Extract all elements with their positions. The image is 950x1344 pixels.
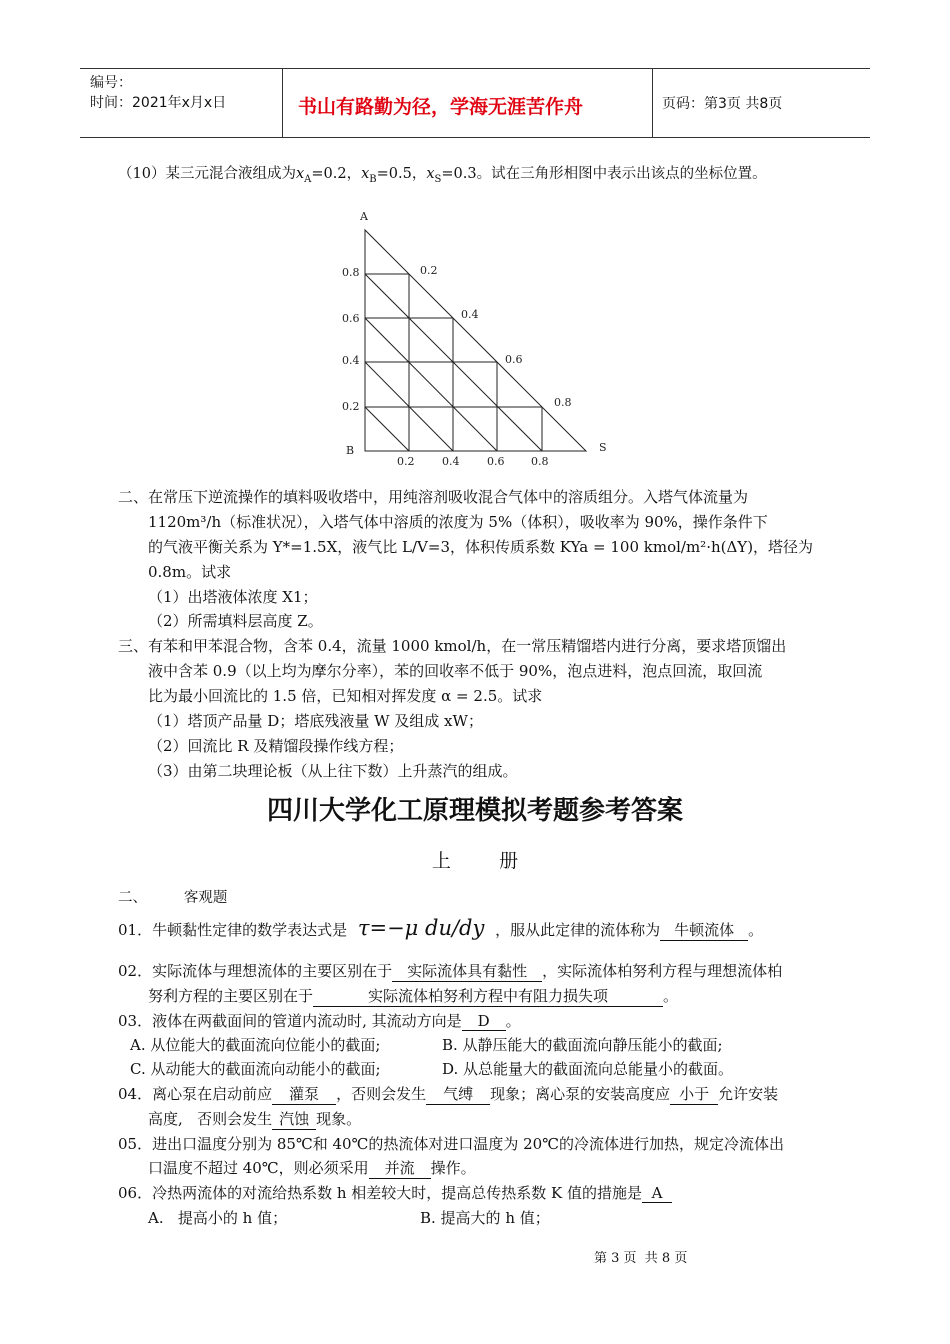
answer-blank: 实际流体具有黏性: [392, 960, 542, 982]
q06-option-b: B. 提高大的 h 值；: [420, 1209, 550, 1227]
answer-q02: 02．实际流体与理想流体的主要区别在于 实际流体具有黏性 ，实际流体柏努利方程与理想流体柏: [118, 962, 783, 980]
q03-option-d: D. 从总能量大的截面流向总能量小的截面。: [442, 1060, 734, 1078]
triangle-outline: [365, 230, 586, 451]
vertex-b-label: B: [346, 444, 355, 457]
problem2-number: 二、: [118, 488, 149, 506]
q06-option-a: A. 提高小的 h 值；: [148, 1209, 288, 1227]
problem2-line: 1120m³/h（标准状况），入塔气体中溶质的浓度为 5%（体积），吸收率为 90%，操作条件下: [148, 513, 768, 531]
section-heading: 二、 客观题: [118, 890, 228, 906]
problem3-subquestion: （3）由第二块理论板（从上往下数）上升蒸汽的组成。: [148, 762, 518, 780]
answer-blank: 小于: [670, 1083, 718, 1105]
answer-q02-cont: 努利方程的主要区别在于 实际流体柏努利方程中有阻力损失项 。: [148, 987, 679, 1005]
serial-label: 编号：: [90, 75, 132, 91]
problem2-line: 在常压下逆流操作的填料吸收塔中，用纯溶剂吸收混合气体中的溶质组分。入塔气体流量为: [148, 488, 749, 506]
answer-blank: 气缚: [426, 1083, 490, 1105]
header-divider: [282, 69, 283, 137]
left-tick: 0.8: [342, 266, 360, 279]
answer-blank: 汽蚀: [272, 1108, 316, 1130]
header-motto: 书山有路勤为径，学海无涯苦作舟: [298, 96, 584, 118]
problem3-line: 有苯和甲苯混合物，含苯 0.4，流量 1000 kmol/h，在一常压精馏塔内进行分离，要求塔顶馏出: [148, 637, 787, 655]
answer-blank: A: [642, 1184, 672, 1203]
hyp-tick: 0.2: [420, 264, 438, 277]
answer-blank: 实际流体柏努利方程中有阻力损失项: [313, 985, 663, 1007]
page-label: 页码：第3页 共8页: [662, 96, 783, 112]
bottom-tick: 0.2: [397, 455, 415, 468]
answer-blank: D: [462, 1012, 506, 1031]
vertex-s-label: S: [599, 441, 607, 454]
problem3-line: 比为最小回流比的 1.5 倍，已知相对挥发度 α = 2.5。试求: [148, 687, 543, 705]
hyp-tick: 0.4: [461, 308, 479, 321]
newton-law-formula: τ=−μ du/dy: [357, 916, 485, 940]
problem2-line: 0.8m。试求: [148, 563, 232, 581]
answer-q05-cont: 口温度不超过 40℃，则必须采用 并流 操作。: [148, 1159, 476, 1177]
problem2-subquestion: （2）所需填料层高度 Z。: [148, 612, 323, 630]
volume-heading: 上 册: [431, 850, 519, 872]
q10-text: （10）某三元混合液组成为$x_A=0.2$，$x_B=0.5$，$x_S=0.3$。试在三角形相图中表示出该点的坐标位置。: [118, 166, 767, 185]
q03-option-c: C. 从动能大的截面流向动能小的截面;: [130, 1060, 381, 1078]
time-label: 时间：2021年x月x日: [90, 95, 227, 111]
answer-q03: 03．液体在两截面间的管道内流动时, 其流动方向是 D 。: [118, 1012, 521, 1030]
problem3-subquestion: （1）塔顶产品量 D；塔底残液量 W 及组成 xW；: [148, 712, 483, 730]
answer-q01: 01．牛顿黏性定律的数学表达式是 τ=−μ du/dy ，服从此定律的流体称为 牛顿流体 。: [118, 916, 764, 940]
vertex-a-label: A: [360, 210, 368, 223]
bottom-tick: 0.8: [531, 455, 549, 468]
problem2-line: 的气液平衡关系为 Y*=1.5X，液气比 L/V=3，体积传质系数 KYa = 100 kmol/m²·h(ΔY)，塔径为: [148, 538, 814, 556]
answer-q06: 06．冷热两流体的对流给热系数 h 相差较大时，提高总传热系数 K 值的措施是 A: [118, 1182, 672, 1203]
left-tick: 0.6: [342, 312, 360, 325]
hyp-tick: 0.6: [505, 353, 523, 366]
answer-blank: 牛顿流体: [660, 919, 748, 941]
q03-option-a: A. 从位能大的截面流向位能小的截面;: [130, 1036, 381, 1054]
ternary-triangle-diagram: [330, 200, 620, 475]
problem3-line: 液中含苯 0.9（以上均为摩尔分率），苯的回收率不低于 90%，泡点进料，泡点回流，取回流: [148, 662, 763, 680]
answer-q04: 04．离心泵在启动前应 灌泵 ，否则会发生 气缚 现象；离心泵的安装高度应 小于 允许安装: [118, 1085, 779, 1103]
hyp-tick: 0.8: [554, 396, 572, 409]
left-tick: 0.2: [342, 400, 360, 413]
answers-title: 四川大学化工原理模拟考题参考答案: [266, 796, 683, 826]
problem3-subquestion: （2）回流比 R 及精馏段操作线方程；: [148, 737, 404, 755]
q03-option-b: B. 从静压能大的截面流向静压能小的截面;: [442, 1036, 723, 1054]
bottom-tick: 0.6: [487, 455, 505, 468]
answer-q04-cont: 高度, 否则会发生 汽蚀 现象。: [148, 1110, 362, 1128]
left-tick: 0.4: [342, 354, 360, 367]
problem2-subquestion: （1）出塔液体浓度 X1；: [148, 588, 318, 606]
bottom-tick: 0.4: [442, 455, 460, 468]
page-footer: 第 3 页 共 8 页: [594, 1251, 688, 1266]
problem3-number: 三、: [118, 637, 149, 655]
answer-blank: 并流: [369, 1157, 431, 1179]
answer-q05: 05．进出口温度分别为 85℃和 40℃的热流体对进口温度为 20℃的冷流体进行加热，规定冷流体出: [118, 1135, 784, 1153]
header-divider: [652, 69, 653, 137]
answer-blank: 灌泵: [272, 1083, 336, 1105]
